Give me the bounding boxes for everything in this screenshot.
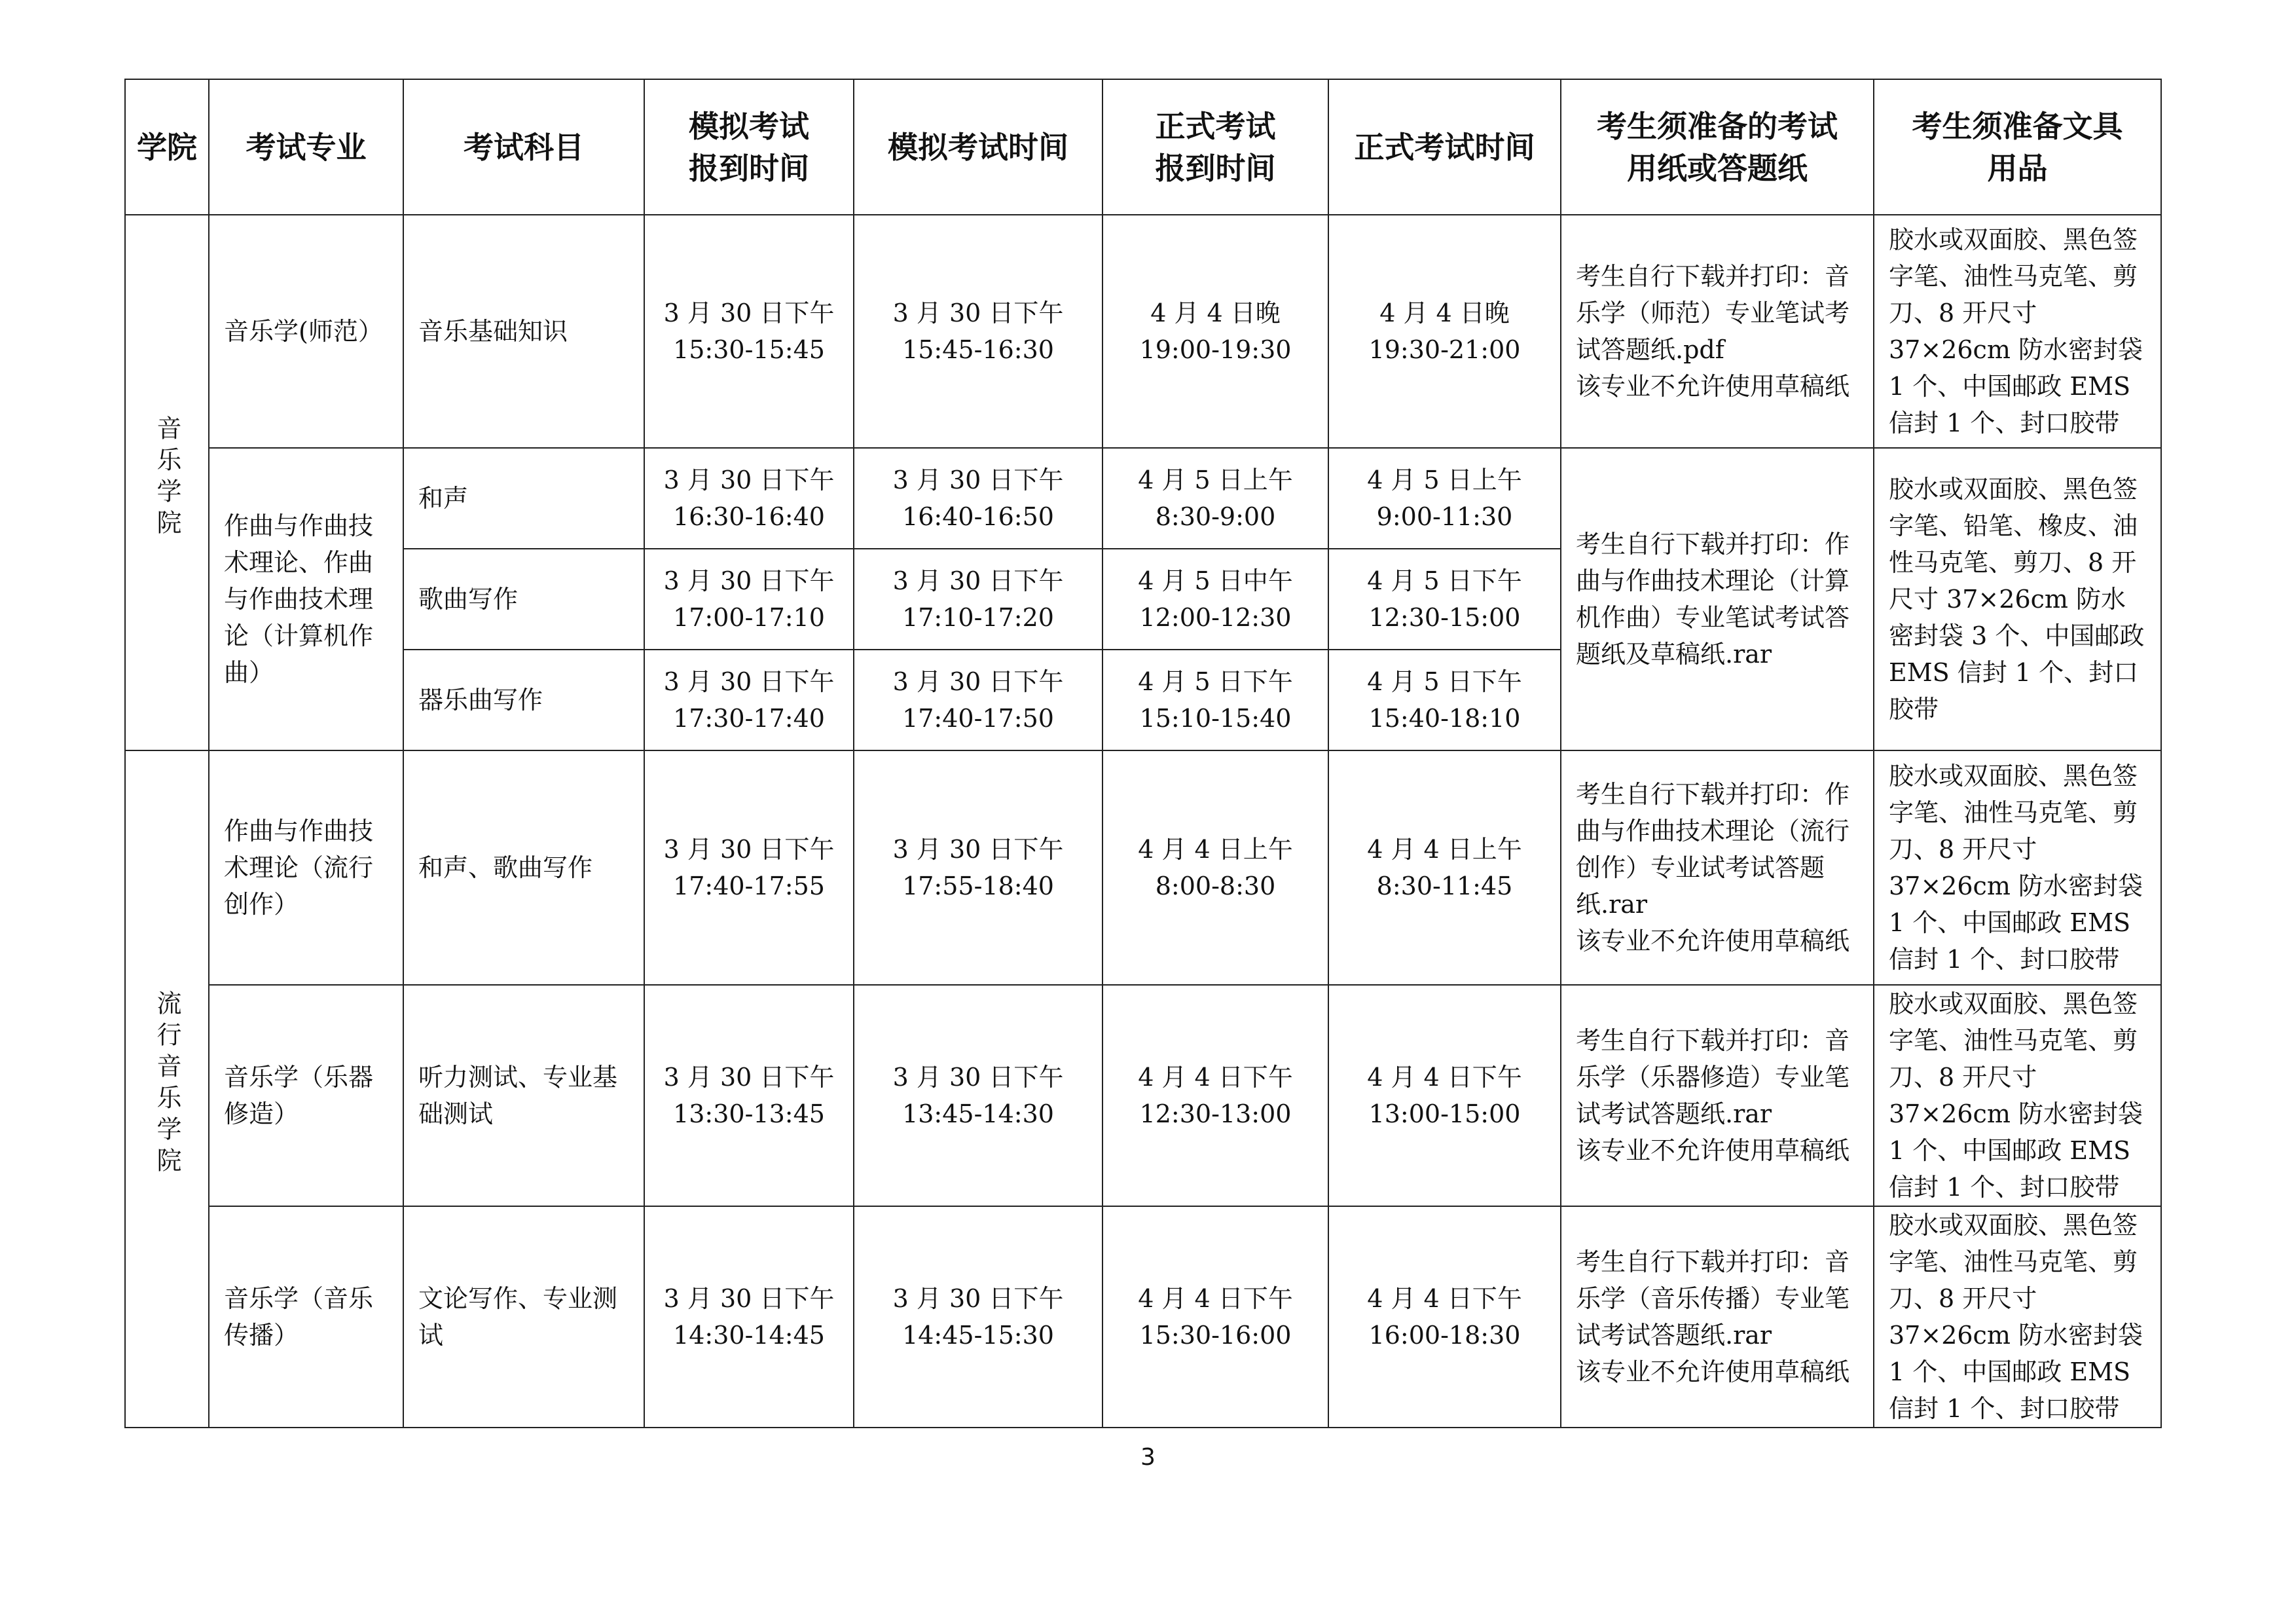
mock-time-cell: 3 月 30 日下午 17:55-18:40: [854, 750, 1102, 985]
subject-cell: 器乐曲写作: [403, 650, 644, 750]
mock-time-cell: 3 月 30 日下午 16:40-16:50: [854, 448, 1102, 549]
formal-time-cell: 4 月 5 日上午 9:00-11:30: [1328, 448, 1561, 549]
paper-cell: 考生自行下载并打印：音乐学（乐器修造）专业笔试考试答题纸.rar 该专业不允许使用草稿纸: [1561, 985, 1874, 1206]
header-mock-time: 模拟考试时间: [854, 79, 1102, 215]
page-number: 3: [1140, 1444, 1156, 1471]
formal-checkin-cell: 4 月 5 日上午 8:30-9:00: [1102, 448, 1328, 549]
formal-time-cell: 4 月 4 日下午 16:00-18:30: [1328, 1206, 1561, 1428]
paper-cell: 考生自行下载并打印：音乐学（音乐传播）专业笔试考试答题纸.rar 该专业不允许使用草稿纸: [1561, 1206, 1874, 1428]
mock-time-cell: 3 月 30 日下午 17:40-17:50: [854, 650, 1102, 750]
college-cell-music: [125, 215, 209, 750]
table-row: [125, 985, 2161, 1206]
subject-cell: 音乐基础知识: [403, 215, 644, 448]
college-cell-pop: [125, 750, 209, 1428]
mock-checkin-cell: 3 月 30 日下午 17:00-17:10: [644, 549, 854, 650]
college-music: 音乐学院: [153, 415, 181, 541]
mock-checkin-cell: 3 月 30 日下午 13:30-13:45: [644, 985, 854, 1206]
major-cell: 音乐学（乐器修造）: [209, 985, 403, 1206]
mock-time-cell: 3 月 30 日下午 15:45-16:30: [854, 215, 1102, 448]
major-cell: 音乐学（音乐传播）: [209, 1206, 403, 1428]
college-pop: 流行音乐学院: [153, 989, 181, 1179]
header-stationery: 考生须准备文具 用品: [1874, 79, 2161, 215]
subject-cell: 文论写作、专业测试: [403, 1206, 644, 1428]
stationery-cell: 胶水或双面胶、黑色签字笔、油性马克笔、剪刀、8 开尺寸 37×26cm 防水密封袋 1 个、中国邮政 EMS 信封 1 个、封口胶带: [1874, 750, 2161, 985]
formal-checkin-cell: 4 月 5 日下午 15:10-15:40: [1102, 650, 1328, 750]
header-paper: 考生须准备的考试 用纸或答题纸: [1561, 79, 1874, 215]
subject-cell: 和声、歌曲写作: [403, 750, 644, 985]
paper-cell: 考生自行下载并打印：作曲与作曲技术理论（计算机作曲）专业笔试考试答题纸及草稿纸.rar: [1561, 448, 1874, 750]
header-formal-checkin: 正式考试 报到时间: [1102, 79, 1328, 215]
mock-checkin-cell: 3 月 30 日下午 15:30-15:45: [644, 215, 854, 448]
formal-checkin-cell: 4 月 5 日中午 12:00-12:30: [1102, 549, 1328, 650]
mock-checkin-cell: 3 月 30 日下午 17:40-17:55: [644, 750, 854, 985]
formal-time-cell: 4 月 5 日下午 12:30-15:00: [1328, 549, 1561, 650]
header-row: [125, 79, 2161, 215]
formal-time-cell: 4 月 5 日下午 15:40-18:10: [1328, 650, 1561, 750]
header-formal-time: 正式考试时间: [1328, 79, 1561, 215]
formal-checkin-cell: 4 月 4 日下午 15:30-16:00: [1102, 1206, 1328, 1428]
header-major: 考试专业: [209, 79, 403, 215]
header-mock-checkin: 模拟考试 报到时间: [644, 79, 854, 215]
formal-checkin-cell: 4 月 4 日上午 8:00-8:30: [1102, 750, 1328, 985]
table-row: [125, 750, 2161, 985]
formal-time-cell: 4 月 4 日下午 13:00-15:00: [1328, 985, 1561, 1206]
table-row: [125, 1206, 2161, 1428]
stationery-cell: 胶水或双面胶、黑色签字笔、油性马克笔、剪刀、8 开尺寸 37×26cm 防水密封袋 1 个、中国邮政 EMS 信封 1 个、封口胶带: [1874, 1206, 2161, 1428]
formal-checkin-cell: 4 月 4 日晚 19:00-19:30: [1102, 215, 1328, 448]
subject-cell: 歌曲写作: [403, 549, 644, 650]
mock-time-cell: 3 月 30 日下午 17:10-17:20: [854, 549, 1102, 650]
stationery-cell: 胶水或双面胶、黑色签字笔、铅笔、橡皮、油性马克笔、剪刀、8 开尺寸 37×26cm 防水密封袋 3 个、中国邮政 EMS 信封 1 个、封口胶带: [1874, 448, 2161, 750]
formal-time-cell: 4 月 4 日晚 19:30-21:00: [1328, 215, 1561, 448]
major-cell: 作曲与作曲技术理论、作曲与作曲技术理论（计算机作曲）: [209, 448, 403, 750]
major-cell: 作曲与作曲技术理论（流行创作）: [209, 750, 403, 985]
header-subject: 考试科目: [403, 79, 644, 215]
table-row: [125, 215, 2161, 448]
major-cell: 音乐学(师范）: [209, 215, 403, 448]
stationery-cell: 胶水或双面胶、黑色签字笔、油性马克笔、剪刀、8 开尺寸 37×26cm 防水密封袋 1 个、中国邮政 EMS 信封 1 个、封口胶带: [1874, 985, 2161, 1206]
exam-schedule-table: [124, 79, 2162, 1428]
mock-time-cell: 3 月 30 日下午 14:45-15:30: [854, 1206, 1102, 1428]
table-row: [125, 448, 2161, 549]
header-college: 学院: [125, 79, 209, 215]
subject-cell: 听力测试、专业基础测试: [403, 985, 644, 1206]
mock-time-cell: 3 月 30 日下午 13:45-14:30: [854, 985, 1102, 1206]
mock-checkin-cell: 3 月 30 日下午 14:30-14:45: [644, 1206, 854, 1428]
subject-cell: 和声: [403, 448, 644, 549]
paper-cell: 考生自行下载并打印：音乐学（师范）专业笔试考试答题纸.pdf 该专业不允许使用草稿纸: [1561, 215, 1874, 448]
mock-checkin-cell: 3 月 30 日下午 17:30-17:40: [644, 650, 854, 750]
stationery-cell: 胶水或双面胶、黑色签字笔、油性马克笔、剪刀、8 开尺寸 37×26cm 防水密封袋 1 个、中国邮政 EMS 信封 1 个、封口胶带: [1874, 215, 2161, 448]
paper-cell: 考生自行下载并打印：作曲与作曲技术理论（流行创作）专业试考试答题纸.rar 该专业不允许使用草稿纸: [1561, 750, 1874, 985]
formal-checkin-cell: 4 月 4 日下午 12:30-13:00: [1102, 985, 1328, 1206]
mock-checkin-cell: 3 月 30 日下午 16:30-16:40: [644, 448, 854, 549]
formal-time-cell: 4 月 4 日上午 8:30-11:45: [1328, 750, 1561, 985]
